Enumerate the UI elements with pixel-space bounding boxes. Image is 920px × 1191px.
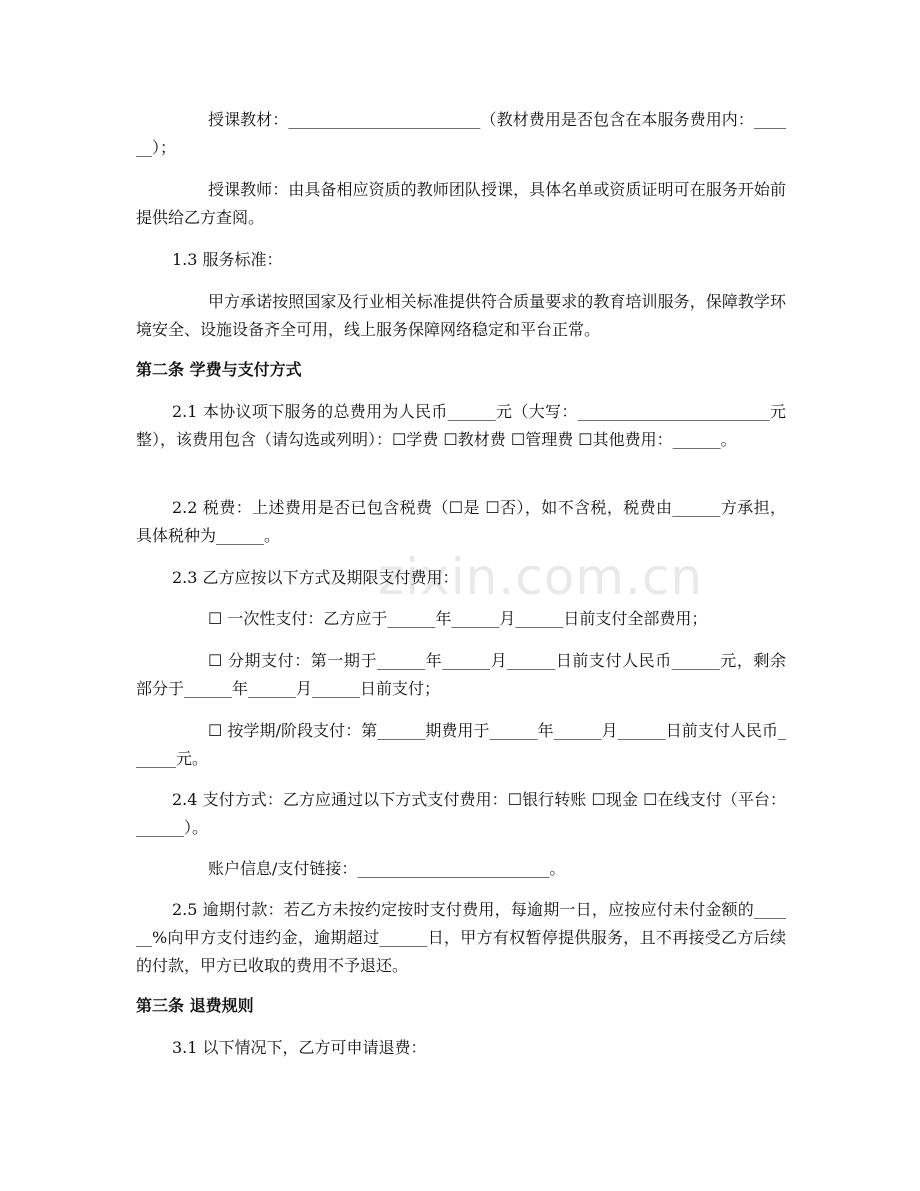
watermark: zixin.com.cn	[378, 548, 704, 606]
section-2-4: 2.4 支付方式：乙方应通过以下方式支付费用：☐银行转账 ☐现金 ☐在线支付（平台：______）。	[136, 790, 786, 837]
section-2-3: 2.3 乙方应按以下方式及期限支付费用：	[172, 568, 459, 587]
section-1-3-title: 1.3 服务标准：	[172, 250, 283, 269]
teaching-material-paragraph: 授课教材：________________________（教材费用是否包含在本服务费用内：______）；	[136, 110, 786, 157]
section-3-1: 3.1 以下情况下，乙方可申请退费：	[172, 1038, 427, 1057]
option-lump-sum: ☐ 一次性支付：乙方应于______年______月______日前支付全部费用；	[208, 609, 708, 628]
section-2-1: 2.1 本协议项下服务的总费用为人民币______元（大写：________________________元整），该费用包含（请勾选或列明）：☐学费 ☐教材费 ☐管理费 ☐其他费用：______。	[136, 402, 786, 449]
teacher-paragraph: 授课教师：由具备相应资质的教师团队授课，具体名单或资质证明可在服务开始前提供给乙方查阅。	[136, 180, 786, 227]
article-2-heading: 第二条 学费与支付方式	[136, 360, 302, 379]
section-2-5: 2.5 逾期付款：若乙方未按约定按时支付费用，每逾期一日，应按应付未付金额的______%向甲方支付违约金，逾期超过______日，甲方有权暂停提供服务，且不再接受乙方后续的付款，甲方已收取的费用不予退还。	[136, 900, 786, 975]
section-1-3-body: 甲方承诺按照国家及行业相关标准提供符合质量要求的教育培训服务，保障教学环境安全、设施设备齐全可用，线上服务保障网络稳定和平台正常。	[136, 292, 786, 339]
section-2-2: 2.2 税费：上述费用是否已包含税费（☐是 ☐否），如不含税，税费由______方承担，具体税种为______。	[136, 498, 786, 545]
account-info: 账户信息/支付链接：________________________。	[208, 859, 566, 878]
article-3-heading: 第三条 退费规则	[136, 996, 254, 1015]
option-per-term: ☐ 按学期/阶段支付：第______期费用于______年______月______日前支付人民币______元。	[136, 721, 786, 768]
option-installment: ☐ 分期支付：第一期于______年______月______日前支付人民币______元，剩余部分于______年______月______日前支付；	[136, 651, 786, 698]
